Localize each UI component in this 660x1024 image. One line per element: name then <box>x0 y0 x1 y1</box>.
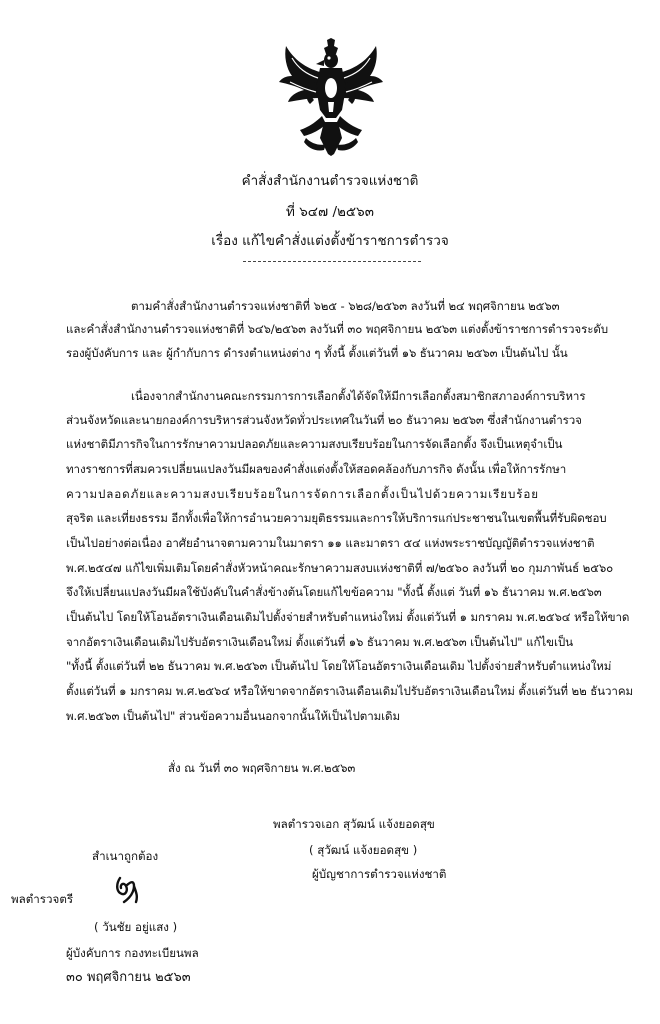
order-date: สั่ง ณ วันที่ ๓๐ พฤศจิกายน พ.ศ.๒๕๖๓ <box>168 761 356 775</box>
certifier-name: ( วันชัย อยู่แสง ) <box>94 920 178 934</box>
paragraph2-line-8: พ.ศ.๒๕๔๗ แก้ไขเพิ่มเติมโดยคำสั่งหัวหน้าคณะรักษาความสงบแห่งชาติที่ ๗/๒๕๖๐ ลงวันที่ ๒๐ กุมภาพันธ์ ๒๕๖๐ <box>66 561 614 575</box>
order-number: ที่ ๖๔๗ /๒๕๖๓ <box>286 204 374 220</box>
document-title: คำสั่งสำนักงานตำรวจแห่งชาติ <box>241 173 419 189</box>
signatory-rank-name: พลตำรวจเอก สุวัฒน์ แจ้งยอดสุข <box>273 817 435 831</box>
garuda-emblem-icon <box>276 38 386 156</box>
header-divider <box>243 261 421 262</box>
paragraph1-line-1: ตามคำสั่งสำนักงานตำรวจแห่งชาติที่ ๖๒๕ - ๖๒๘/๒๕๖๓ ลงวันที่ ๒๔ พฤศจิกายน ๒๕๖๓ <box>131 299 560 313</box>
paragraph2-line-10: เป็นต้นไป โดยให้โอนอัตราเงินเดือนเดิมไปตั้งจ่ายสำหรับตำแหน่งใหม่ ตั้งแต่วันที่ ๑ มกราคม พ.ศ.๒๕๖๔ หรือให้ขาด <box>66 610 630 624</box>
certifier-position: ผู้บังคับการ กองทะเบียนพล <box>66 946 199 960</box>
paragraph1-line-2: และคำสั่งสำนักงานตำรวจแห่งชาติที่ ๖๔๖/๒๕๖๓ ลงวันที่ ๓๐ พฤศจิกายน ๒๕๖๓ แต่งตั้งข้าราชการตำรวจระดับ <box>66 322 609 336</box>
paragraph2-line-13: ตั้งแต่วันที่ ๑ มกราคม พ.ศ.๒๕๖๔ หรือให้ขาดจากอัตราเงินเดือนเดิมไปรับอัตราเงินเดือนใหม่ ตั้งแต่วันที่ ๒๒ ธันวาคม <box>66 684 634 698</box>
signatory-position: ผู้บัญชาการตำรวจแห่งชาติ <box>312 867 447 881</box>
paragraph2-line-12: "ทั้งนี้ ตั้งแต่วันที่ ๒๒ ธันวาคม พ.ศ.๒๕๖๓ เป็นต้นไป โดยให้โอนอัตราเงินเดือนเดิม ไปตั้งจ่ายสำหรับตำแหน่งใหม่ <box>66 659 612 673</box>
paragraph2-line-7: เป็นไปอย่างต่อเนื่อง อาศัยอำนาจตามความในมาตรา ๑๑ และมาตรา ๕๔ แห่งพระราชบัญญัติตำรวจแห่งชาติ <box>66 536 595 550</box>
paragraph2-line-14: พ.ศ.๒๕๖๓ เป็นต้นไป" ส่วนข้อความอื่นนอกจากนั้นให้เป็นไปตามเดิม <box>66 709 401 723</box>
paragraph2-line-2: ส่วนจังหวัดและนายกองค์การบริหารส่วนจังหวัดทั่วประเทศในวันที่ ๒๐ ธันวาคม ๒๕๖๓ ซึ่งสำนักงานตำรวจ <box>66 413 582 427</box>
paragraph2-line-6: สุจริต และเที่ยงธรรม อีกทั้งเพื่อให้การอำนวยความยุติธรรมและการให้บริการแก่ประชาชนในเขตพื้นที่รับผิดชอบ <box>66 511 607 525</box>
paragraph2-line-11: จากอัตราเงินเดือนเดิมไปรับอัตราเงินเดือนใหม่ ตั้งแต่วันที่ ๑๖ ธันวาคม พ.ศ.๒๕๖๓ เป็นต้นไป" แก้ไขเป็น <box>66 635 573 649</box>
paragraph2-line-1: เนื่องจากสำนักงานคณะกรรมการการเลือกตั้งได้จัดให้มีการเลือกตั้งสมาชิกสภาองค์การบริหาร <box>131 389 586 403</box>
paragraph2-line-9: จึงให้เปลี่ยนแปลงวันมีผลใช้บังคับในคำสั่งข้างต้นโดยแก้ไขข้อความ "ทั้งนี้ ตั้งแต่ วันที่ ๑๖ ธันวาคม พ.ศ.๒๕๖๓ <box>66 585 602 599</box>
signatory-name: ( สุวัฒน์ แจ้งยอดสุข ) <box>309 843 418 857</box>
paragraph2-line-4: ทางราชการที่สมควรเปลี่ยนแปลงวันมีผลของคำสั่งแต่งตั้งให้สอดคล้องกับภารกิจ ดังนั้น เพื่อให้การรักษา <box>66 462 567 476</box>
certified-copy-heading: สำเนาถูกต้อง <box>92 849 159 863</box>
paragraph1-line-3: รองผู้บังคับการ และ ผู้กำกับการ ดำรงตำแหน่งต่าง ๆ ทั้งนี้ ตั้งแต่วันที่ ๑๖ ธันวาคม ๒๕๖๓ เป็นต้นไป นั้น <box>66 346 568 360</box>
subject-line: เรื่อง แก้ไขคำสั่งแต่งตั้งข้าราชการตำรวจ <box>211 233 449 249</box>
handwritten-signature-icon <box>112 872 142 906</box>
certified-date: ๓๐ พฤศจิกายน ๒๕๖๓ <box>66 970 191 985</box>
paragraph2-line-5: ความปลอดภัยและความสงบเรียบร้อยในการจัดการเลือกตั้งเป็นไปด้วยความเรียบร้อย <box>66 487 539 501</box>
paragraph2-line-3: แห่งชาติมีภารกิจในการรักษาความปลอดภัยและความสงบเรียบร้อยในการจัดเลือกตั้ง จึงเป็นเหตุจำเป็น <box>66 437 563 451</box>
certifier-rank: พลตำรวจตรี <box>11 892 74 906</box>
